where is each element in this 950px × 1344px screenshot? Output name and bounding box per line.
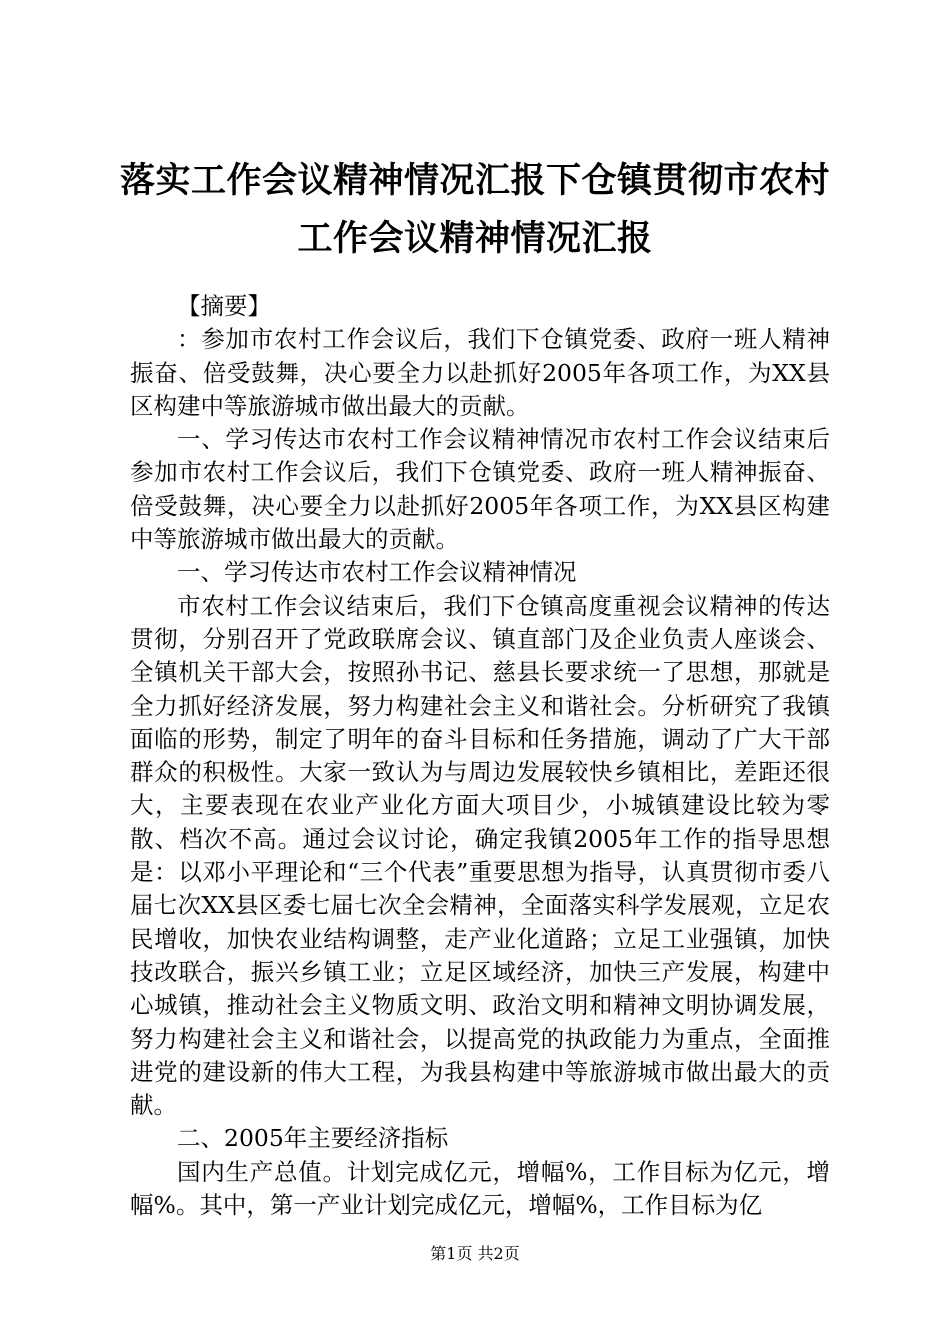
section-two-heading: 二、2005年主要经济指标 <box>177 1124 449 1153</box>
document-title: 落实工作会议精神情况汇报下仓镇贯彻市农村工作会议精神情况汇报 <box>119 161 830 259</box>
page-footer: 第1页 共2页 <box>430 1244 520 1263</box>
section-one-body-paragraph: 市农村工作会议结束后，我们下仓镇高度重视会议精神的传达贯彻，分别召开了党政联席会议、镇直部门及企业负责人座谈会、全镇机关干部大会，按照孙书记、慈县长要求统一了思想，那就是全力抓好经济发展，努力构建社会主义和谐社会。分析研究了我镇面临的形势，制定了明年的奋斗目标和任务措施，调动了广大干部群众的积极性。大家一致认为与周边发展较快乡镇相比，差距还很大，主要表现在农业产业化方面大项目少，小城镇建设比较为零散、档次不高。通过会议讨论，确定我镇2005年工作的指导思想是：以邓小平理论和“三个代表”重要思想为指导，认真贯彻市委八届七次XX县区委七届七次全会精神，全面落实科学发展观，立足农民增收，加快农业结构调整，走产业化道路；立足工业强镇，加快技改联合，振兴乡镇工业；立足区域经济，加快三产发展，构建中心城镇，推动社会主义物质文明、政治文明和精神文明协调发展，努力构建社会主义和谐社会，以提高党的执政能力为重点，全面推进党的建设新的伟大工程，为我县构建中等旅游城市做出最大的贡献。 <box>130 591 830 1120</box>
document-body <box>130 290 830 1222</box>
section-one-summary-paragraph: 一、学习传达市农村工作会议精神情况市农村工作会议结束后参加市农村工作会议后，我们下仓镇党委、政府一班人精神振奋、倍受鼓舞，决心要全力以赴抓好2005年各项工作，为XX县区构建中等旅游城市做出最大的贡献。 <box>130 425 830 554</box>
section-one-heading: 一、学习传达市农村工作会议精神情况 <box>177 558 577 587</box>
abstract-heading: 【摘要】 <box>177 292 271 320</box>
gdp-paragraph: 国内生产总值。计划完成亿元，增幅%，工作目标为亿元，增幅%。其中，第一产业计划完成亿元，增幅%，工作目标为亿 <box>130 1157 830 1220</box>
abstract-paragraph: ：参加市农村工作会议后，我们下仓镇党委、政府一班人精神振奋、倍受鼓舞，决心要全力以赴抓好2005年各项工作，为XX县区构建中等旅游城市做出最大的贡献。 <box>130 325 830 420</box>
